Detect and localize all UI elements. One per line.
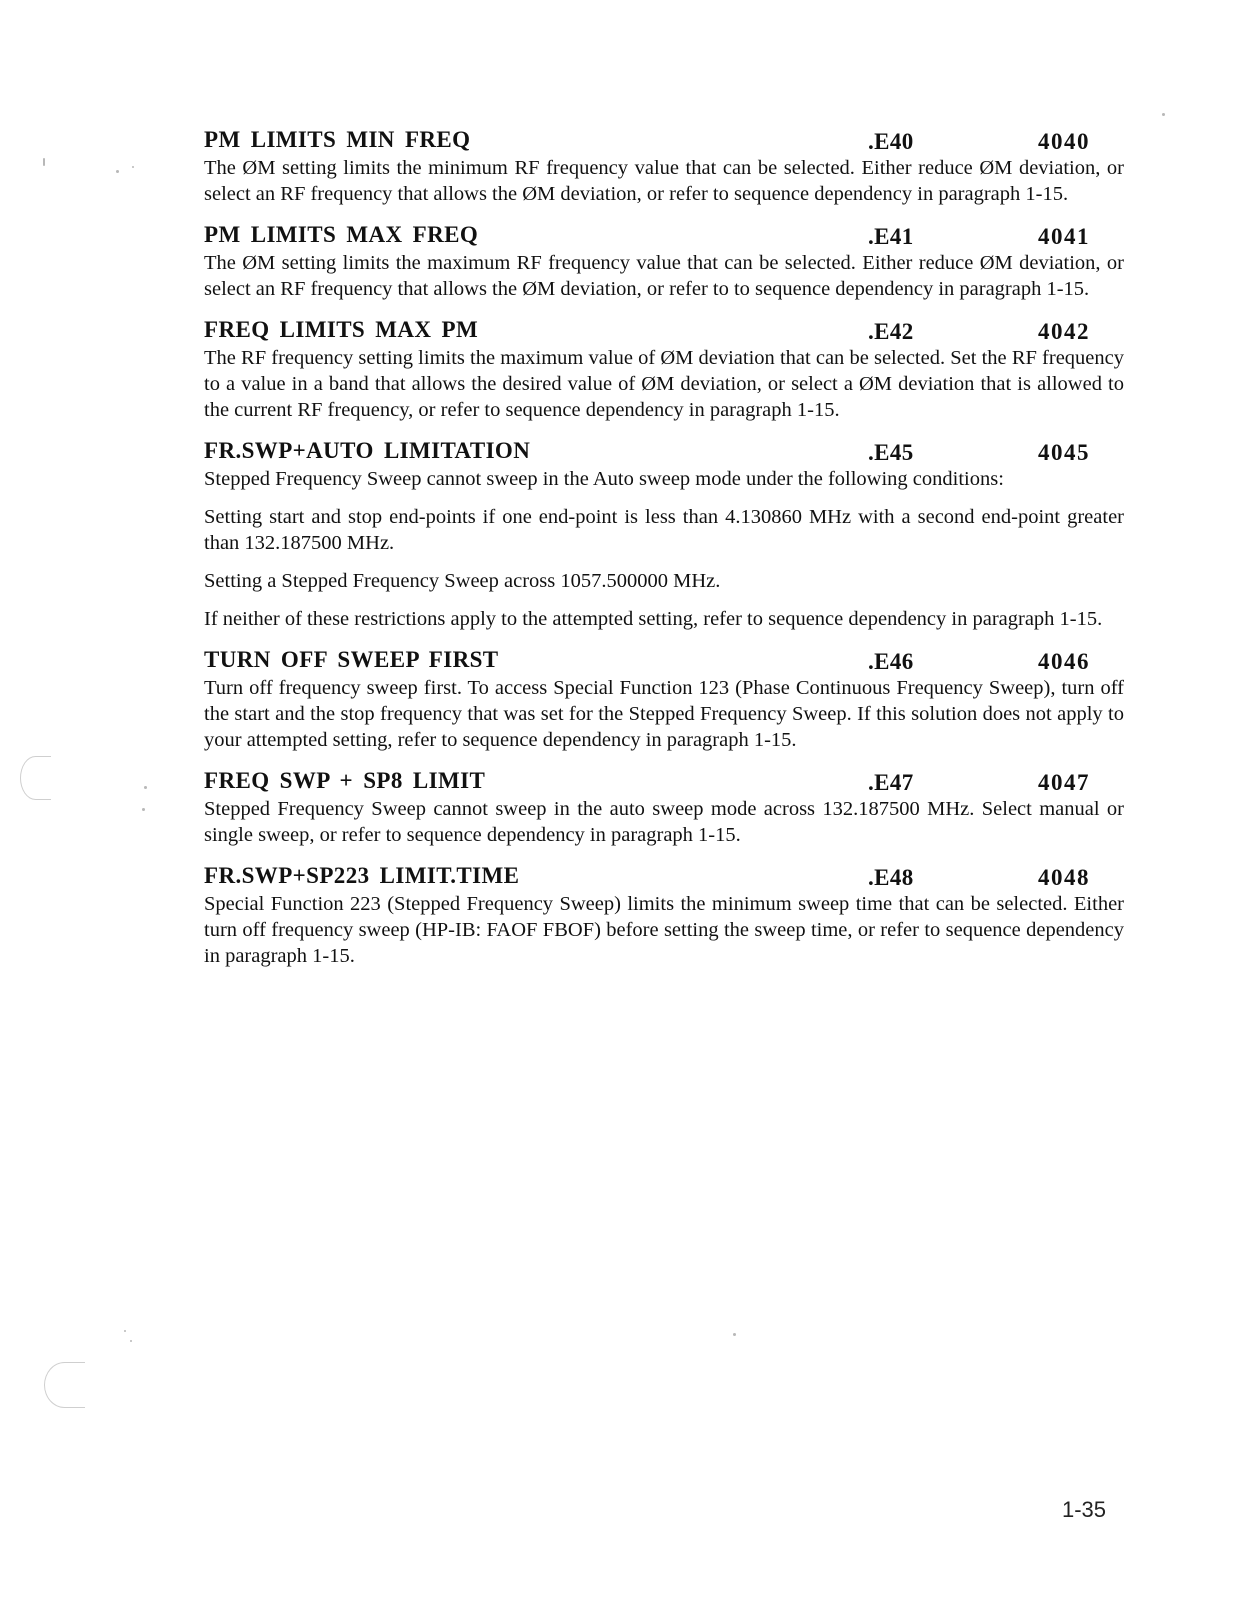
entry-code: .E46 — [868, 649, 914, 674]
entry-number: 4040 — [1038, 129, 1090, 154]
scan-arc — [44, 1362, 85, 1408]
entry-code: .E45 — [868, 440, 914, 465]
entry-heading — [204, 435, 1124, 466]
entry-title: FR.SWP+SP223 LIMIT.TIME — [204, 863, 520, 888]
entry-heading — [204, 765, 1124, 796]
entry-body — [204, 466, 1124, 632]
entry-paragraph: If neither of these restrictions apply to the attempted setting, refer to sequence dependency in paragraph 1-15. — [204, 608, 1103, 630]
entry-body — [204, 675, 1124, 753]
entry-body — [204, 250, 1124, 302]
error-entry-e47 — [204, 765, 1124, 848]
entry-heading — [204, 314, 1124, 345]
error-entry-e45 — [204, 435, 1124, 632]
entry-title: FR.SWP+AUTO LIMITATION — [204, 438, 531, 463]
entry-body — [204, 796, 1124, 848]
entry-title: TURN OFF SWEEP FIRST — [204, 647, 499, 672]
entry-code: .E48 — [868, 865, 914, 890]
error-entry-e40 — [204, 124, 1124, 207]
entry-paragraph: Stepped Frequency Sweep cannot sweep in the Auto sweep mode under the following conditions: — [204, 468, 1004, 490]
entry-number: 4045 — [1038, 440, 1090, 465]
scan-speck — [116, 170, 119, 173]
page-number: 1-35 — [1062, 1497, 1107, 1522]
entry-title: FREQ LIMITS MAX PM — [204, 317, 479, 342]
entry-paragraph: The RF frequency setting limits the maximum value of ØM deviation that can be selected. Set the RF frequency to a value in a band that allows the desired value of ØM deviation, or select a ØM deviation that is allowed to the current RF frequency, or refer to sequence dependency in paragraph 1-15. — [204, 347, 1124, 421]
entry-number: 4042 — [1038, 319, 1090, 344]
entry-paragraph: The ØM setting limits the minimum RF frequency value that can be selected. Either reduce ØM deviation, or select an RF frequency that allows the ØM deviation, or refer to sequence dependency in paragraph 1-15. — [204, 157, 1124, 205]
entry-code: .E40 — [868, 129, 914, 154]
entry-title: PM LIMITS MIN FREQ — [204, 127, 471, 152]
entry-paragraph: Setting a Stepped Frequency Sweep across 1057.500000 MHz. — [204, 570, 721, 592]
entry-code: .E41 — [868, 224, 914, 249]
entry-number: 4048 — [1038, 865, 1090, 890]
entry-heading — [204, 644, 1124, 675]
entry-paragraph: Special Function 223 (Stepped Frequency Sweep) limits the minimum sweep time that can be selected. Either turn off frequency sweep (HP-IB: FAOF FBOF) before setting the sweep time, or refer to sequence dependency in paragraph 1-15. — [204, 893, 1124, 967]
scan-speck — [144, 786, 147, 789]
scan-speck — [43, 158, 45, 166]
entry-paragraph: The ØM setting limits the maximum RF frequency value that can be selected. Either reduce ØM deviation, or select an RF frequency that allows the ØM deviation, or refer to to sequence dependency in paragraph 1-15. — [204, 252, 1124, 300]
entry-paragraph: Stepped Frequency Sweep cannot sweep in the auto sweep mode across 132.187500 MHz. Select manual or single sweep, or refer to sequence dependency in paragraph 1-15. — [204, 798, 1124, 846]
entry-heading — [204, 124, 1124, 155]
entry-title: PM LIMITS MAX FREQ — [204, 222, 479, 247]
scan-speck — [132, 166, 134, 168]
entry-heading — [204, 219, 1124, 250]
entry-code: .E42 — [868, 319, 914, 344]
error-message-list — [204, 124, 1124, 981]
entry-number: 4046 — [1038, 649, 1090, 674]
scan-speck — [124, 1330, 126, 1332]
error-entry-e41 — [204, 219, 1124, 302]
entry-heading — [204, 860, 1124, 891]
entry-code: .E47 — [868, 770, 914, 795]
entry-number: 4041 — [1038, 224, 1090, 249]
entry-title: FREQ SWP + SP8 LIMIT — [204, 768, 486, 793]
scan-arc — [20, 756, 51, 800]
scan-speck — [142, 808, 145, 811]
error-entry-e46 — [204, 644, 1124, 753]
entry-body — [204, 891, 1124, 969]
scan-speck — [130, 1340, 132, 1342]
entry-paragraph: Setting start and stop end-points if one end-point is less than 4.130860 MHz with a second end-point greater than 132.187500 MHz. — [204, 506, 1124, 554]
scan-speck — [733, 1333, 736, 1336]
entry-body — [204, 155, 1124, 207]
entry-paragraph: Turn off frequency sweep first. To access Special Function 123 (Phase Continuous Frequency Sweep), turn off the start and the stop frequency that was set for the Stepped Frequency Sweep. If this solution does not apply to your attempted setting, refer to sequence dependency in paragraph 1-15. — [204, 677, 1124, 751]
error-entry-e42 — [204, 314, 1124, 423]
error-entry-e48 — [204, 860, 1124, 969]
entry-number: 4047 — [1038, 770, 1090, 795]
entry-body — [204, 345, 1124, 423]
scan-speck — [1162, 113, 1165, 116]
